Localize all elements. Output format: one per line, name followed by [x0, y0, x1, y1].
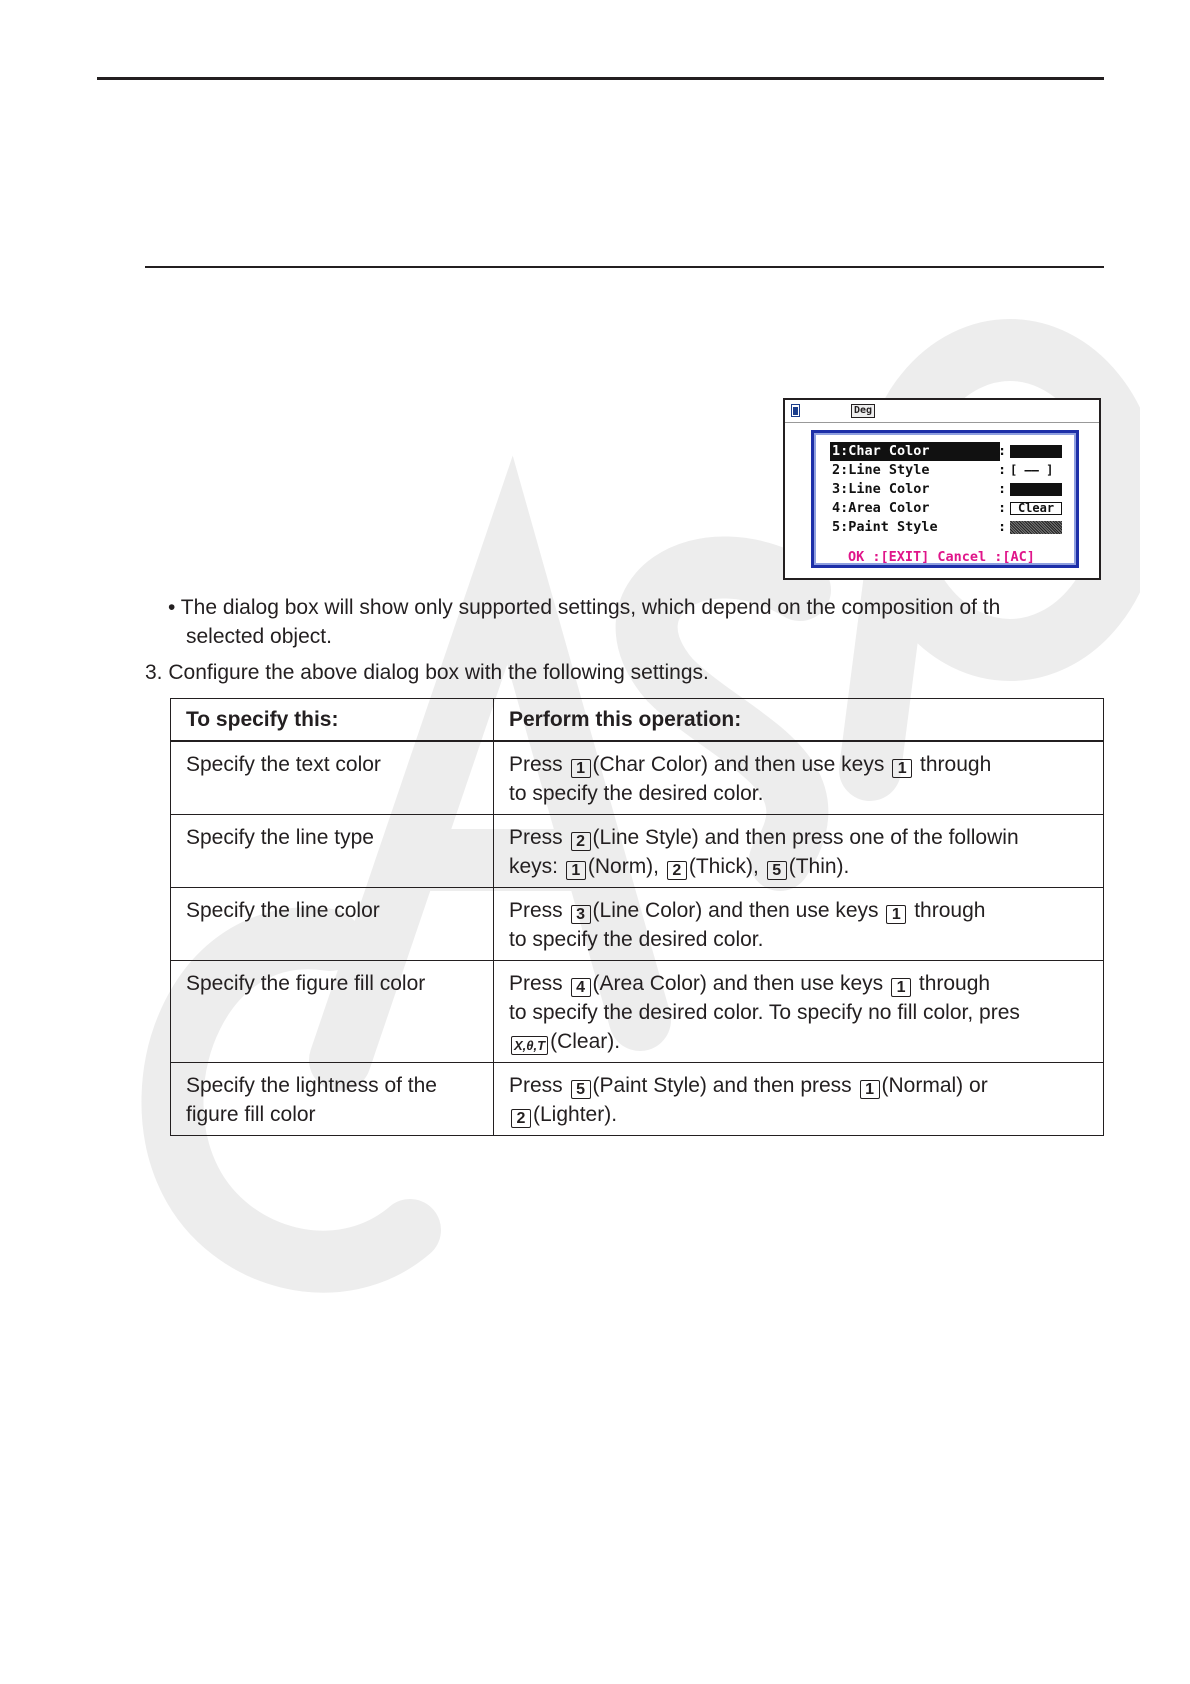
table-row: [171, 888, 1104, 961]
key-1: 1: [566, 861, 586, 880]
row-operation: Press 2 (Line Style) and then press one of the followin keys: 1 (Norm), 2 (Thick), 5 (Thin).: [494, 815, 1104, 888]
battery-icon: [791, 404, 800, 417]
key-3: 3: [571, 905, 591, 924]
key-2: 2: [511, 1109, 531, 1128]
key-2: 2: [667, 861, 687, 880]
dialog-item-line-color[interactable]: 3:Line Color :: [828, 480, 1068, 499]
status-bar: [785, 400, 1099, 423]
key-1: 1: [891, 978, 911, 997]
pattern-swatch: [1010, 521, 1062, 534]
angle-mode-badge: Deg: [851, 404, 875, 418]
row-operation: Press 3 (Line Color) and then use keys 1 through to specify the desired color.: [494, 888, 1104, 961]
row-operation: Press 4 (Area Color) and then use keys 1 through to specify the desired color. To specify no fill color, pres X,θ,T (Clear).: [494, 961, 1104, 1063]
line-style-value: [ —— ]: [1010, 463, 1054, 477]
row-target: Specify the lightness of the figure fill color: [171, 1063, 494, 1136]
dialog-item-area-color[interactable]: 4:Area Color : Clear: [828, 499, 1068, 518]
table-row: [171, 1063, 1104, 1136]
row-target: Specify the figure fill color: [171, 961, 494, 1063]
key-4: 4: [571, 978, 591, 997]
dialog-item-line-style[interactable]: 2:Line Style : [ —— ]: [828, 461, 1068, 480]
step-3: 3. Configure the above dialog box with the following settings.: [145, 661, 709, 684]
header-col1: To specify this:: [171, 699, 494, 742]
bullet-line-1: • The dialog box will show only supported settings, which depend on the composition of th: [168, 596, 1001, 619]
table-row: [171, 961, 1104, 1063]
top-rule: [97, 77, 1104, 80]
section-rule: [145, 266, 1104, 268]
table-row: [171, 815, 1104, 888]
row-operation: Press 1 (Char Color) and then use keys 1 through to specify the desired color.: [494, 741, 1104, 815]
key-2: 2: [571, 832, 591, 851]
area-color-value: Clear: [1010, 502, 1062, 515]
row-operation: Press 5 (Paint Style) and then press 1 (Normal) or 2 (Lighter).: [494, 1063, 1104, 1136]
bullet-line-2: selected object.: [186, 625, 332, 648]
row-target: Specify the line type: [171, 815, 494, 888]
key-1: 1: [892, 759, 912, 778]
key-5: 5: [571, 1080, 591, 1099]
format-dialog: [811, 430, 1079, 568]
dialog-item-char-color[interactable]: 1:Char Color :: [828, 442, 1068, 461]
key-1: 1: [571, 759, 591, 778]
color-swatch: [1010, 483, 1062, 496]
table-header-row: [171, 699, 1104, 742]
key-1: 1: [886, 905, 906, 924]
key-xthetat: X,θ,T: [511, 1036, 548, 1055]
color-swatch: [1010, 445, 1062, 458]
row-target: Specify the line color: [171, 888, 494, 961]
key-5: 5: [767, 861, 787, 880]
row-target: Specify the text color: [171, 741, 494, 815]
key-1: 1: [860, 1080, 880, 1099]
dialog-item-paint-style[interactable]: 5:Paint Style :: [828, 518, 1068, 537]
dialog-footer: OK :[EXIT] Cancel :[AC]: [848, 549, 1035, 565]
table-row: [171, 741, 1104, 815]
header-col2: Perform this operation:: [494, 699, 1104, 742]
calculator-screen: [783, 398, 1101, 580]
settings-table: [170, 698, 1104, 1136]
